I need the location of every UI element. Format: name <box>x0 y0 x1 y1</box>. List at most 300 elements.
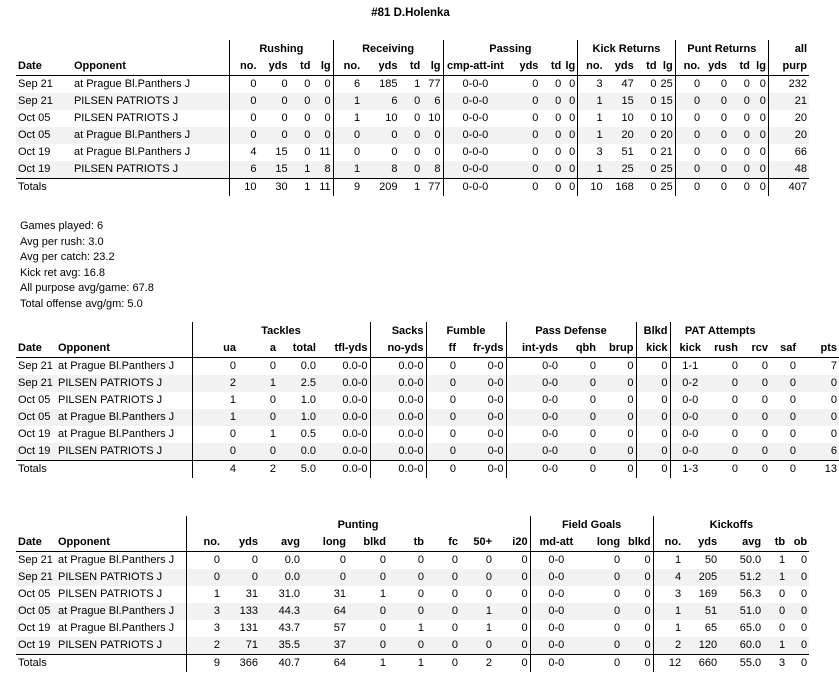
column-header: qbh <box>560 340 598 358</box>
stat-cell: 0 <box>627 360 634 372</box>
stat-cell: 0 <box>230 110 259 127</box>
stat-cell: 15 <box>605 93 636 110</box>
game-opponent: at Prague Bl.Panthers J <box>58 554 175 566</box>
stat-cell: 11 <box>319 146 331 158</box>
stat-cell: 0 <box>798 409 839 426</box>
game-date: Oct 19 <box>16 443 56 461</box>
game-opponent: at Prague Bl.Panthers J <box>72 127 230 144</box>
stat-cell: 133 <box>222 603 260 620</box>
column-header: td <box>399 58 422 76</box>
stat-cell: 0-0 <box>458 409 506 426</box>
group-punt-returns: Punt Returns <box>675 40 768 58</box>
stat-cell: 1 <box>333 161 362 179</box>
stat-cell: 0 <box>779 622 786 634</box>
table-row <box>16 620 809 637</box>
stat-cell: 0 <box>636 375 670 392</box>
stat-cell: 3 <box>578 76 605 94</box>
game-opponent: at Prague Bl.Panthers J <box>56 409 192 426</box>
stat-cell: 6 <box>422 93 443 110</box>
column-header: ff <box>426 340 458 358</box>
avg-per-rush: Avg per rush: 3.0 <box>20 235 104 248</box>
stat-cell: 0 <box>740 375 770 392</box>
column-header: lg <box>659 58 676 76</box>
stat-cell: 77 <box>428 78 441 90</box>
column-header: no-yds <box>370 340 426 358</box>
stat-cell: 71 <box>222 637 260 655</box>
game-date: Oct 19 <box>16 637 56 655</box>
stat-cell: 0 <box>636 392 670 409</box>
stat-cell: 0-0 <box>530 586 582 603</box>
game-opponent: PILSEN PATRIOTS J <box>56 375 192 392</box>
column-header: yds <box>362 58 399 76</box>
stat-cell: 0-0 <box>506 443 560 461</box>
stat-cell: 0 <box>532 146 539 158</box>
column-header: yds <box>683 534 719 552</box>
total-cell: 0 <box>494 655 530 673</box>
stat-cell: 0 <box>770 443 798 461</box>
stat-cell: 31 <box>245 588 258 600</box>
stat-cell: 0 <box>399 161 422 179</box>
stat-cell: 0 <box>563 93 578 110</box>
stat-cell: 0 <box>451 554 458 566</box>
stat-cell: 0 <box>636 161 659 179</box>
stat-cell: 31 <box>333 588 346 600</box>
offense-column-header-row <box>16 58 809 76</box>
stat-cell: 65 <box>704 622 718 634</box>
all-purpose-avg: All purpose avg/game: 67.8 <box>20 282 154 294</box>
stat-cell: 51 <box>683 603 719 620</box>
table-row <box>16 569 809 586</box>
stat-cell: 0 <box>414 112 421 124</box>
stat-cell: 0 <box>787 569 809 586</box>
total-cell: 0 <box>582 655 622 673</box>
total-cell: 25 <box>659 179 676 197</box>
stat-cell: 0 <box>485 588 492 600</box>
column-header: brup <box>598 340 636 358</box>
stat-cell: 0 <box>710 443 740 461</box>
totals-opponent-blank <box>56 461 192 479</box>
game-date: Oct 19 <box>18 428 51 440</box>
stat-cell: 0 <box>426 569 460 586</box>
stat-cell: 0 <box>460 637 494 655</box>
game-opponent: at Prague Bl.Panthers J <box>58 428 175 440</box>
table-row <box>16 552 809 570</box>
table-row <box>16 110 809 127</box>
stat-cell: 0 <box>710 375 740 392</box>
stat-cell: 25 <box>660 78 673 90</box>
column-header: td <box>540 58 563 76</box>
stat-cell: 0 <box>702 93 729 110</box>
stat-cell: 0 <box>675 110 702 127</box>
stat-cell: 0 <box>801 554 808 566</box>
stat-cell: 0 <box>362 127 399 144</box>
stat-cell: 0-2 <box>670 375 710 392</box>
date-header: Date <box>16 58 72 76</box>
stat-cell: 0 <box>230 127 259 144</box>
stat-cell: 0 <box>230 93 259 110</box>
game-date: Oct 19 <box>18 146 51 158</box>
stat-cell: 0 <box>251 554 258 566</box>
stat-cell: 21 <box>768 93 809 110</box>
total-cell: 0-0 <box>458 461 506 479</box>
table-row <box>16 392 839 409</box>
table-row <box>16 603 809 620</box>
stat-cell: 0 <box>589 394 596 406</box>
game-opponent: at Prague Bl.Panthers J <box>73 146 191 158</box>
stat-cell: 0 <box>622 637 653 655</box>
stat-cell: 10 <box>428 112 441 124</box>
stat-cell: 0 <box>731 360 738 372</box>
stat-cell: 0 <box>324 78 331 90</box>
stat-cell: 47 <box>621 78 634 90</box>
stat-cell: 0-0 <box>506 426 560 443</box>
stat-cell: 43.7 <box>278 622 300 634</box>
stat-cell: 0 <box>613 588 621 600</box>
stat-cell: 131 <box>239 622 258 634</box>
column-header: lg <box>752 58 769 76</box>
column-header: no. <box>333 58 362 76</box>
table-row <box>16 637 809 655</box>
stat-cell: 65.0 <box>739 622 762 634</box>
game-opponent: PILSEN PATRIOTS J <box>56 569 186 586</box>
stat-cell: 0 <box>702 161 729 179</box>
stat-cell: 1 <box>578 127 605 144</box>
stat-cell: 0 <box>521 588 528 600</box>
stat-cell: 0 <box>348 603 388 620</box>
stat-cell: 0 <box>598 409 636 426</box>
group-passing: Passing <box>443 40 578 58</box>
stat-cell: 1 <box>578 161 605 179</box>
stat-cell: 0 <box>636 93 659 110</box>
stat-cell: 0-0 <box>458 375 506 392</box>
stat-cell: 8 <box>362 161 399 179</box>
column-header: fc <box>426 534 460 552</box>
stat-cell: 0 <box>761 394 768 406</box>
stat-cell: 0 <box>379 622 386 634</box>
stat-cell: 0 <box>560 443 598 461</box>
total-cell: 0 <box>740 461 770 479</box>
stat-cell: 0 <box>675 161 702 179</box>
stat-cell: 0-0 <box>670 426 710 443</box>
table-row <box>16 161 809 179</box>
stat-cell: 0 <box>720 112 728 124</box>
stat-cell: 0 <box>582 637 622 655</box>
total-cell: 1 <box>290 179 313 197</box>
stat-cell: 0 <box>186 552 222 570</box>
game-opponent: PILSEN PATRIOTS J <box>58 394 163 406</box>
stat-cell: 20 <box>768 127 809 144</box>
total-cell: 0 <box>563 179 578 197</box>
column-header: purp <box>768 58 809 76</box>
stat-cell: 0.0-0 <box>370 392 426 409</box>
stat-cell: 0.0-0 <box>370 426 426 443</box>
column-header: yds <box>259 58 290 76</box>
stat-cell: 0 <box>830 428 837 440</box>
total-cell: 0.0-0 <box>318 461 370 479</box>
column-header: no. <box>653 534 683 552</box>
game-date: Oct 19 <box>16 161 72 179</box>
total-cell: 0 <box>598 461 636 479</box>
total-cell: 0 <box>507 179 540 197</box>
stat-cell: 15 <box>659 93 676 110</box>
stat-cell: 185 <box>379 78 398 90</box>
game-date: Sep 21 <box>18 360 53 372</box>
stat-cell: 0 <box>417 588 424 600</box>
column-header: avg <box>260 534 302 552</box>
table-row <box>16 443 839 461</box>
stat-cell: 0 <box>348 569 388 586</box>
games-played: Games played: 6 <box>20 220 104 232</box>
stat-cell: 10 <box>621 112 634 124</box>
column-header: total <box>278 340 318 358</box>
stat-cell: 1 <box>763 569 787 586</box>
kicking-group-header-row <box>16 516 809 534</box>
stat-cell: 0-0 <box>530 603 582 620</box>
total-cell: 2 <box>238 461 278 479</box>
opponent-header: Opponent <box>56 534 186 552</box>
stat-cell: 0-0 <box>530 637 582 655</box>
column-header: yds <box>222 534 260 552</box>
stat-cell: 1 <box>763 637 787 655</box>
stat-cell: 0 <box>485 554 492 566</box>
stat-cell: 0 <box>563 161 578 179</box>
stat-cell: 0 <box>391 146 398 158</box>
game-date: Oct 05 <box>16 603 56 620</box>
stat-cell: 7 <box>830 360 837 372</box>
column-header: yds <box>605 58 636 76</box>
total-cell: 0 <box>675 179 702 197</box>
stat-cell: 0 <box>269 360 276 372</box>
column-header: a <box>238 340 278 358</box>
group-rushing: Rushing <box>230 40 334 58</box>
stat-cell: 20 <box>659 127 676 144</box>
stat-cell: 120 <box>683 637 719 655</box>
stat-cell: 169 <box>698 588 718 600</box>
stat-cell: 0 <box>555 78 562 90</box>
stat-cell: 25 <box>659 161 676 179</box>
stat-cell: 0 <box>494 637 530 655</box>
stat-cell: 1 <box>460 603 494 620</box>
stat-cell: 50.0 <box>739 554 762 566</box>
column-header: rcv <box>740 340 770 358</box>
stat-cell: 0.5 <box>300 428 316 440</box>
stat-cell: 4 <box>653 569 683 586</box>
stat-cell: 0 <box>230 76 259 94</box>
stat-cell: 0 <box>770 375 798 392</box>
stat-cell: 1 <box>653 603 683 620</box>
total-cell: 0-0-0 <box>443 179 507 197</box>
stat-cell: 1 <box>379 588 386 600</box>
stat-cell: 0 <box>507 93 540 110</box>
stat-cell: 0.0-0 <box>342 360 368 372</box>
stat-cell: 6 <box>333 76 362 94</box>
column-header: yds <box>507 58 540 76</box>
total-cell: 9 <box>186 655 222 673</box>
stat-cell: 0 <box>555 146 562 158</box>
defense-group-header-row <box>16 322 839 340</box>
stat-cell: 0.0 <box>260 569 302 586</box>
stat-cell: 0 <box>589 360 596 372</box>
column-header: int-yds <box>506 340 560 358</box>
stat-cell: 25 <box>605 161 636 179</box>
stat-cell: 0 <box>613 622 621 634</box>
column-header: lg <box>422 58 443 76</box>
total-cell: 0.0-0 <box>370 461 426 479</box>
stat-cell: 8 <box>312 161 333 179</box>
table-row <box>16 76 809 94</box>
stat-cell: 0 <box>720 146 728 158</box>
stat-cell: 0 <box>399 93 422 110</box>
group-punting: Punting <box>186 516 530 534</box>
stat-cell: 0-0-0 <box>443 161 507 179</box>
stat-cell: 20 <box>768 110 809 127</box>
stat-cell: 10 <box>660 112 673 124</box>
stat-cell: 2.5 <box>278 375 318 392</box>
stat-cell: 0-0 <box>506 375 560 392</box>
stat-cell: 0-0-0 <box>443 110 507 127</box>
total-cell: 1 <box>399 179 422 197</box>
stat-cell: 1 <box>333 110 362 127</box>
game-opponent: PILSEN PATRIOTS J <box>56 443 192 461</box>
column-header: ua <box>192 340 238 358</box>
stat-cell: 35.5 <box>260 637 302 655</box>
group-receiving: Receiving <box>333 40 443 58</box>
totals-row <box>16 179 809 197</box>
stat-cell: 0 <box>304 112 311 124</box>
column-header: cmp-att-int <box>443 58 507 76</box>
stat-cell: 0 <box>740 443 770 461</box>
stat-cell: 1-1 <box>670 358 710 376</box>
stat-cell: 0 <box>426 375 458 392</box>
column-header: td <box>636 58 659 76</box>
table-row <box>16 144 809 161</box>
stat-cell: 0 <box>281 112 288 124</box>
stat-cell: 0.0-0 <box>318 443 370 461</box>
stat-cell: 0 <box>710 409 740 426</box>
stat-cell: 1 <box>269 428 276 440</box>
stat-cell: 232 <box>768 76 809 94</box>
total-cell: 64 <box>302 655 348 673</box>
column-header: long <box>582 534 622 552</box>
stat-cell: 0 <box>763 603 787 620</box>
kicking-column-header-row <box>16 534 809 552</box>
stat-cell: 0 <box>388 603 426 620</box>
stat-cell: 0 <box>494 603 530 620</box>
stat-cell: 0 <box>494 569 530 586</box>
game-opponent: PILSEN PATRIOTS J <box>72 161 230 179</box>
stat-cell: 1 <box>290 161 313 179</box>
stat-cell: 0 <box>613 554 621 566</box>
stat-cell: 0.0 <box>284 554 300 566</box>
column-header: md-att <box>530 534 582 552</box>
stat-cell: 0 <box>434 146 441 158</box>
table-row <box>16 127 809 144</box>
stat-cell: 37 <box>302 637 348 655</box>
stat-cell: 0-0 <box>506 392 560 409</box>
stat-cell: 0 <box>521 622 528 634</box>
stat-cell: 2 <box>186 637 222 655</box>
column-header: no. <box>230 58 259 76</box>
stat-cell: 0 <box>650 112 657 124</box>
stat-cell: 64 <box>302 603 348 620</box>
stat-cell: 0 <box>312 93 333 110</box>
column-header: pts <box>798 340 839 358</box>
stat-cell: 0 <box>589 428 596 440</box>
total-cell: 10 <box>230 179 259 197</box>
stat-cell: 0 <box>582 603 622 620</box>
table-row <box>16 426 839 443</box>
stat-cell: 0 <box>582 569 622 586</box>
stat-cell: 0-0 <box>670 392 710 409</box>
stat-cell: 0 <box>426 603 460 620</box>
stat-cell: 0.0-0 <box>370 443 426 461</box>
column-header: lg <box>563 58 578 76</box>
stat-cell: 1 <box>653 620 683 637</box>
date-header: Date <box>16 340 56 358</box>
stat-cell: 0 <box>312 127 333 144</box>
total-cell: 77 <box>422 179 443 197</box>
group-all-purpose: all <box>768 40 809 58</box>
game-date: Sep 21 <box>18 78 53 90</box>
column-header: no. <box>578 58 605 76</box>
stat-cell: 3 <box>186 603 222 620</box>
stat-cell: 0 <box>650 78 657 90</box>
total-cell: 10 <box>578 179 605 197</box>
group-tackles: Tackles <box>192 322 370 340</box>
column-header: i20 <box>494 534 530 552</box>
stat-cell: 0 <box>192 443 238 461</box>
stat-cell: 10 <box>385 112 398 124</box>
stat-cell: 0 <box>787 603 809 620</box>
stat-cell: 0.0-0 <box>342 394 368 406</box>
stat-cell: 0.0 <box>278 443 318 461</box>
game-date: Oct 05 <box>18 112 51 124</box>
stat-cell: 0 <box>333 144 362 161</box>
stat-cell: 6 <box>362 93 399 110</box>
column-header: 50+ <box>460 534 494 552</box>
table-row <box>16 93 809 110</box>
column-header: yds <box>702 58 729 76</box>
group-pat-attempts: PAT Attempts <box>670 322 770 340</box>
total-cell: 4 <box>192 461 238 479</box>
stat-cell: 0 <box>752 93 769 110</box>
stat-cell: 0 <box>560 409 598 426</box>
table-row <box>16 375 839 392</box>
game-date: Oct 05 <box>16 409 56 426</box>
stat-cell: 0 <box>743 112 750 124</box>
stat-cell: 1 <box>485 622 492 634</box>
stat-cell: 56.3 <box>739 588 762 600</box>
stat-cell: 0 <box>304 78 311 90</box>
stat-cell: 0 <box>339 554 346 566</box>
stat-cell: 21 <box>660 146 673 158</box>
column-header: tb <box>763 534 787 552</box>
table-row <box>16 586 809 603</box>
stat-cell: 0-0 <box>458 443 506 461</box>
stat-cell: 4 <box>230 144 259 161</box>
stat-cell: 1 <box>414 78 421 90</box>
stat-cell: 1.0 <box>278 409 318 426</box>
stat-cell: 0 <box>259 127 290 144</box>
total-cell: 0 <box>729 179 752 197</box>
column-header: td <box>290 58 313 76</box>
column-header: kick <box>670 340 710 358</box>
column-header: tfl-yds <box>318 340 370 358</box>
game-opponent: PILSEN PATRIOTS J <box>72 93 230 110</box>
stat-cell: 0 <box>324 112 331 124</box>
group-kick-returns: Kick Returns <box>578 40 675 58</box>
stat-cell: 205 <box>683 569 719 586</box>
